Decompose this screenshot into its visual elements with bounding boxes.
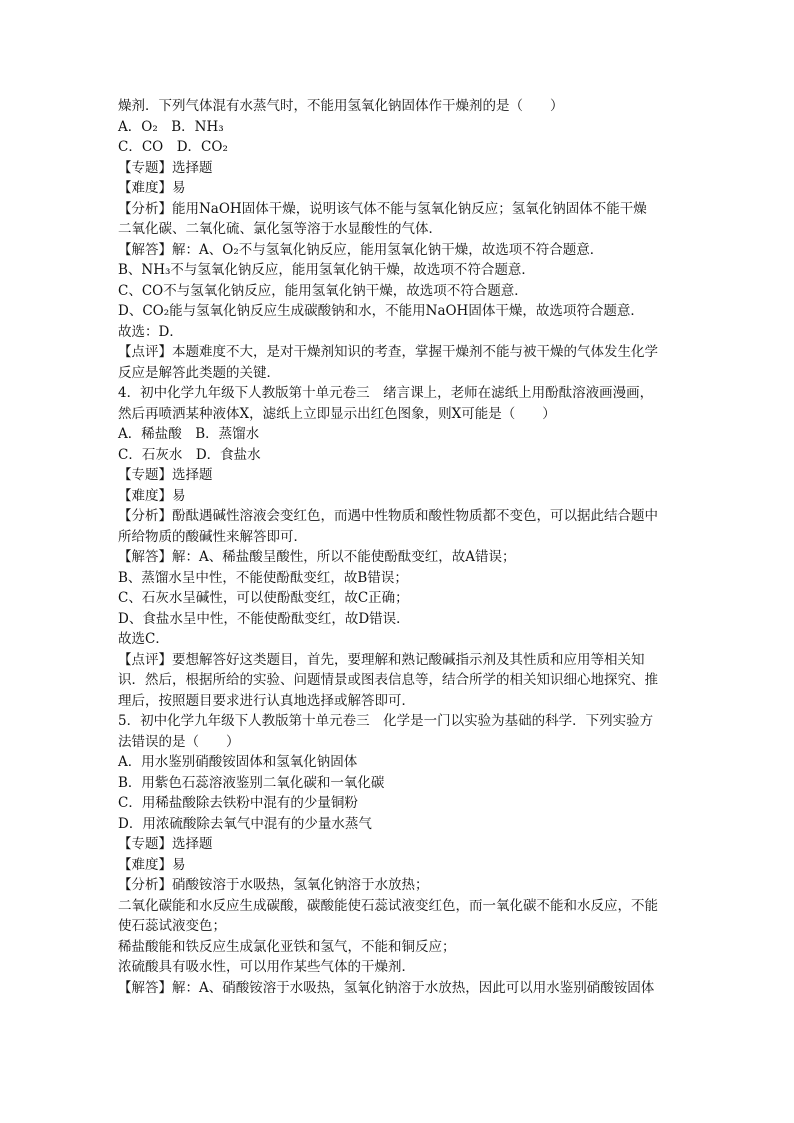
option-line: B．用紫色石蕊溶液鉴别二氧化碳和一氧化碳 — [118, 774, 385, 791]
answer-line: B、NH₃不与氢氧化钠反应，能用氢氧化钠干燥，故选项不符合题意． — [118, 262, 535, 278]
comment-line: 识．然后，根据所给的实验、问题情景或图表信息等，结合所学的相关知识细心地探究、推 — [118, 672, 658, 688]
question-line: 法错误的是（ ） — [118, 733, 240, 750]
analysis-line: 稀盐酸能和铁反应生成氯化亚铁和氢气，不能和铜反应； — [118, 938, 456, 955]
analysis-line: 所给物质的酸碱性来解答即可． — [118, 528, 307, 545]
comment-line: 【点评】要想解答好这类题目，首先，要理解和熟记酸碱指示剂及其性质和应用等相关知 — [118, 651, 645, 668]
comment-line: 理后，按照题目要求进行认真地选择或解答即可． — [118, 692, 415, 709]
analysis-line: 【分析】硝酸铵溶于水吸热，氢氧化钠溶于水放热； — [118, 877, 429, 893]
answer-line: C、石灰水呈碱性，可以使酚酞变红，故C正确； — [118, 590, 409, 606]
analysis-line: 【分析】能用NaOH固体干燥，说明该气体不能与氢氧化钠反应；氢氧化钠固体不能干燥 — [118, 200, 647, 217]
answer-choice: 故选：D． — [118, 323, 183, 340]
option-line: A．O₂ B．NH₃ — [118, 118, 224, 135]
comment-line: 【点评】本题难度不大，是对干燥剂知识的考查，掌握干燥剂不能与被干燥的气体发生化学 — [118, 344, 658, 360]
analysis-line: 二氧化碳能和水反应生成碳酸，碳酸能使石蕊试液变红色，而一氧化碳不能和水反应，不能 — [118, 897, 658, 914]
topic-tag: 【专题】选择题 — [118, 159, 213, 176]
question-line: 4．初中化学九年级下人教版第十单元卷三 绪言课上，老师在滤纸上用酚酞溶液画漫画， — [118, 385, 654, 401]
answer-line: C、CO不与氢氧化钠反应，能用氢氧化钠干燥，故选项不符合题意． — [118, 282, 528, 299]
answer-line: D、食盐水呈中性，不能使酚酞变红，故D错误． — [118, 610, 410, 627]
document-body — [118, 96, 678, 998]
analysis-line: 浓硫酸具有吸水性，可以用作某些气体的干燥剂． — [118, 959, 415, 975]
answer-line: 【解答】解：A、稀盐酸呈酸性，所以不能使酚酞变红，故A错误； — [118, 549, 516, 565]
answer-line: 【解答】解：A、O₂不与氢氧化钠反应，能用氢氧化钠干燥，故选项不符合题意． — [118, 241, 604, 258]
option-line: D．用浓硫酸除去氧气中混有的少量水蒸气 — [118, 815, 372, 832]
difficulty-tag: 【难度】易 — [118, 487, 186, 504]
answer-line: D、CO₂能与氢氧化钠反应生成碳酸钠和水，不能用NaOH固体干燥，故选项符合题意． — [118, 303, 644, 319]
option-line: C．CO D．CO₂ — [118, 139, 228, 155]
option-line: C．用稀盐酸除去铁粉中混有的少量铜粉 — [118, 795, 358, 811]
topic-tag: 【专题】选择题 — [118, 836, 213, 852]
question-line: 5．初中化学九年级下人教版第十单元卷三 化学是一门以实验为基础的科学．下列实验方 — [118, 713, 654, 729]
comment-line: 反应是解答此类题的关键． — [118, 364, 280, 381]
answer-line: B、蒸馏水呈中性，不能使酚酞变红，故B错误； — [118, 569, 408, 586]
text-line: 燥剂．下列气体混有水蒸气时，不能用氢氧化钠固体作干燥剂的是（ ） — [118, 98, 564, 114]
question-line: 然后再喷洒某种液体X，滤纸上立即显示出红色图象，则X可能是（ ） — [118, 405, 556, 422]
option-line: A．稀盐酸 B．蒸馏水 — [118, 426, 260, 442]
analysis-line: 【分析】酚酞遇碱性溶液会变红色，而遇中性物质和酸性物质都不变色，可以据此结合题中 — [118, 508, 658, 524]
topic-tag: 【专题】选择题 — [118, 467, 213, 483]
analysis-line: 使石蕊试液变色； — [118, 918, 226, 934]
option-line: C．石灰水 D．食盐水 — [118, 446, 261, 463]
answer-choice: 故选C． — [118, 631, 169, 647]
answer-line: 【解答】解：A、硝酸铵溶于水吸热，氢氧化钠溶于水放热，因此可以用水鉴别硝酸铵固体 — [118, 979, 655, 996]
difficulty-tag: 【难度】易 — [118, 180, 186, 196]
analysis-line: 二氧化碳、二氧化硫、氯化氢等溶于水显酸性的气体． — [118, 221, 442, 237]
option-line: A．用水鉴别硝酸铵固体和氢氧化钠固体 — [118, 754, 358, 770]
difficulty-tag: 【难度】易 — [118, 856, 186, 873]
